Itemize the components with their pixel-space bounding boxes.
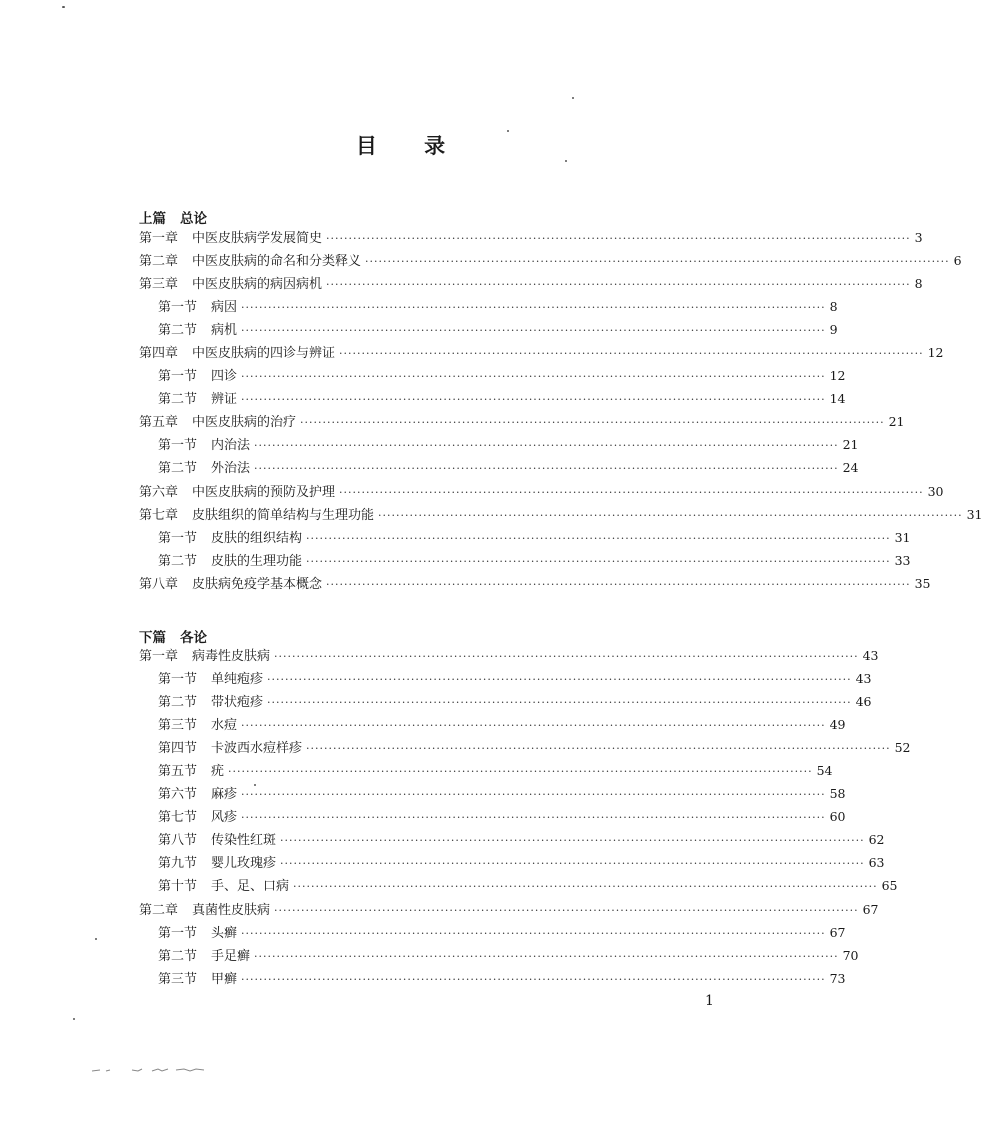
entry-page: 49 (829, 717, 846, 733)
entry-page: 62 (868, 832, 885, 848)
dot-leader: ·································································································································· (274, 903, 859, 917)
entry-title: 中医皮肤病的命名和分类释义 (192, 254, 362, 270)
entry-title: 带状疱疹 (211, 695, 264, 711)
dot-leader: ·································································································································· (241, 393, 826, 407)
toc-entry[interactable] (139, 644, 879, 667)
toc-entry[interactable] (139, 433, 859, 456)
entry-page: 70 (842, 947, 859, 963)
toc-entry[interactable] (139, 944, 859, 967)
entry-page: 31 (966, 506, 983, 522)
entry-title: 疣 (211, 764, 225, 780)
dot-leader: ·································································································································· (306, 554, 891, 568)
scan-speck (507, 130, 509, 132)
entry-title: 皮肤病免疫学基本概念 (192, 576, 323, 592)
dot-leader: ·································································································································· (241, 370, 826, 384)
dot-leader: ·································································································································· (241, 719, 826, 733)
entry-title: 甲癣 (211, 971, 238, 987)
entry-label: 第一节 (158, 925, 198, 941)
part-title: 总论 (180, 211, 207, 227)
dot-leader: ·································································································································· (254, 949, 839, 963)
entry-page: 67 (829, 924, 846, 940)
entry-label: 第二节 (158, 553, 198, 569)
entry-label: 第二节 (158, 948, 198, 964)
entry-label: 第一节 (158, 530, 198, 546)
dot-leader: ·································································································································· (280, 834, 865, 848)
dot-leader: ·································································································································· (267, 673, 852, 687)
entry-title: 病因 (211, 300, 238, 316)
entry-page: 43 (855, 671, 872, 687)
entry-page: 54 (816, 763, 833, 779)
entry-title: 头癣 (211, 925, 238, 941)
entry-title: 传染性红斑 (211, 833, 277, 849)
toc-entry[interactable] (139, 805, 846, 828)
scan-artifact (92, 1066, 222, 1074)
entry-title: 手足癣 (211, 948, 251, 964)
dot-leader: ·································································································································· (280, 857, 865, 871)
entry-label: 第八节 (158, 833, 198, 849)
scan-speck (572, 97, 574, 99)
toc-entry[interactable] (139, 851, 885, 874)
entry-label: 第五节 (158, 764, 198, 780)
entry-page: 67 (862, 901, 879, 917)
entry-page: 46 (855, 694, 872, 710)
dot-leader: ·································································································································· (254, 439, 839, 453)
entry-label: 第七节 (158, 810, 198, 826)
dot-leader: ·································································································································· (274, 650, 859, 663)
entry-title: 风疹 (211, 810, 238, 826)
toc-entry[interactable] (139, 272, 923, 295)
entry-label: 第七章 (139, 507, 179, 523)
toc-entry[interactable] (139, 480, 944, 503)
toc-entry[interactable] (139, 690, 872, 713)
entry-page: 52 (894, 740, 911, 756)
entry-label: 第四章 (139, 346, 179, 362)
entry-label: 第二章 (139, 902, 179, 918)
scan-speck (254, 784, 256, 786)
dot-leader: ·································································································································· (339, 347, 924, 361)
entry-page: 3 (914, 230, 923, 245)
toc-entry[interactable] (139, 249, 962, 272)
toc-lower (139, 644, 911, 990)
entry-title: 中医皮肤病的病因病机 (192, 277, 323, 293)
entry-label: 第二节 (158, 392, 198, 408)
entry-label: 第一节 (158, 300, 198, 316)
dot-leader: ·································································································································· (241, 972, 826, 986)
dot-leader: ·································································································································· (241, 301, 826, 315)
entry-label: 第二章 (139, 254, 179, 270)
entry-label: 第八章 (139, 576, 179, 592)
dot-leader: ·································································································································· (293, 880, 878, 894)
entry-label: 第九节 (158, 856, 198, 872)
entry-title: 婴儿玫瑰疹 (211, 856, 277, 872)
entry-page: 21 (842, 437, 859, 453)
toc-entry[interactable] (139, 874, 898, 897)
toc-entry[interactable] (139, 782, 846, 805)
dot-leader: ·································································································································· (326, 278, 911, 292)
entry-page: 9 (829, 322, 838, 338)
entry-page: 21 (888, 414, 905, 430)
entry-page: 8 (914, 276, 923, 292)
toc-entry[interactable] (139, 364, 846, 387)
entry-title: 病毒性皮肤病 (192, 649, 271, 664)
toc-entry[interactable] (139, 898, 879, 921)
entry-title: 真菌性皮肤病 (192, 902, 271, 918)
toc-entry[interactable] (139, 318, 838, 341)
scan-speck (62, 6, 65, 8)
toc-entry[interactable] (139, 736, 911, 759)
toc-entry[interactable] (139, 410, 905, 433)
entry-page: 14 (829, 391, 846, 407)
entry-page: 35 (914, 575, 931, 591)
toc-entry[interactable] (139, 921, 846, 944)
entry-title: 四诊 (211, 369, 238, 385)
entry-title: 皮肤的组织结构 (211, 530, 303, 546)
entry-title: 手、足、口病 (211, 879, 290, 895)
dot-leader: ·································································································································· (241, 811, 826, 825)
entry-title: 皮肤组织的简单结构与生理功能 (192, 507, 375, 523)
page-title: 目 录 (355, 133, 466, 158)
entry-title: 水痘 (211, 718, 238, 734)
dot-leader: ·································································································································· (306, 742, 891, 756)
dot-leader: ·································································································································· (365, 255, 950, 269)
entry-page: 12 (829, 368, 846, 384)
entry-page: 8 (829, 299, 838, 315)
entry-label: 第三章 (139, 277, 179, 293)
dot-leader: ·································································································································· (300, 416, 885, 430)
entry-title: 辨证 (211, 392, 238, 408)
toc-entry[interactable] (139, 526, 911, 549)
entry-title: 外治法 (211, 461, 251, 477)
toc-entry[interactable] (139, 759, 833, 782)
scan-speck (73, 1018, 75, 1020)
dot-leader: ·································································································································· (326, 232, 911, 245)
entry-label: 第一章 (139, 231, 179, 246)
entry-page: 73 (829, 970, 846, 986)
dot-leader: ·································································································································· (339, 485, 924, 499)
dot-leader: ·································································································································· (241, 788, 826, 802)
entry-page: 58 (829, 786, 846, 802)
part-heading-upper (139, 207, 207, 227)
entry-label: 第六节 (158, 787, 198, 803)
entry-label: 第二节 (158, 323, 198, 339)
part-name: 下篇 (139, 630, 166, 646)
dot-leader: ·································································································································· (267, 696, 852, 710)
toc-entry[interactable] (139, 549, 911, 572)
toc-entry[interactable] (139, 295, 838, 318)
entry-label: 第三节 (158, 718, 198, 734)
entry-page: 30 (927, 483, 944, 499)
toc-entry[interactable] (139, 667, 872, 690)
entry-title: 中医皮肤病的预防及护理 (192, 484, 336, 500)
entry-page: 43 (862, 648, 879, 663)
entry-title: 中医皮肤病学发展简史 (192, 231, 323, 246)
entry-page: 6 (953, 253, 962, 269)
entry-title: 中医皮肤病的四诊与辨证 (192, 346, 336, 362)
entry-page: 63 (868, 855, 885, 871)
entry-title: 皮肤的生理功能 (211, 553, 303, 569)
toc-upper (139, 226, 983, 595)
entry-page: 31 (894, 529, 911, 545)
entry-page: 65 (881, 878, 898, 894)
toc-entry[interactable] (139, 503, 983, 526)
toc-entry[interactable] (139, 387, 846, 410)
toc-entry[interactable] (139, 456, 859, 479)
dot-leader: ·································································································································· (241, 324, 826, 338)
scan-speck (95, 938, 97, 940)
entry-label: 第一节 (158, 369, 198, 385)
entry-title: 单纯疱疹 (211, 672, 264, 688)
part-heading-lower (139, 626, 207, 646)
toc-entry[interactable] (139, 226, 923, 249)
dot-leader: ·································································································································· (254, 462, 839, 476)
toc-entry[interactable] (139, 713, 846, 736)
entry-title: 卡波西水痘样疹 (211, 741, 303, 757)
dot-leader: ·································································································································· (378, 508, 963, 522)
entry-label: 第十节 (158, 879, 198, 895)
toc-entry[interactable] (139, 828, 885, 851)
dot-leader: ·································································································································· (326, 577, 911, 591)
dot-leader: ·································································································································· (306, 531, 891, 545)
toc-entry[interactable] (139, 967, 846, 990)
entry-label: 第二节 (158, 695, 198, 711)
part-name: 上篇 (139, 211, 166, 227)
page-number: 1 (705, 993, 714, 1009)
entry-label: 第三节 (158, 971, 198, 987)
entry-title: 病机 (211, 323, 238, 339)
entry-title: 麻疹 (211, 787, 238, 803)
entry-label: 第五章 (139, 415, 179, 431)
entry-label: 第一章 (139, 649, 179, 664)
entry-label: 第二节 (158, 461, 198, 477)
entry-page: 60 (829, 809, 846, 825)
entry-page: 33 (894, 552, 911, 568)
entry-label: 第一节 (158, 672, 198, 688)
scan-speck (565, 160, 567, 162)
part-title: 各论 (180, 630, 207, 646)
entry-label: 第四节 (158, 741, 198, 757)
toc-entry[interactable] (139, 341, 944, 364)
entry-title: 中医皮肤病的治疗 (192, 415, 297, 431)
entry-label: 第六章 (139, 484, 179, 500)
entry-title: 内治法 (211, 438, 251, 454)
dot-leader: ·································································································································· (241, 926, 826, 940)
entry-page: 24 (842, 460, 859, 476)
entry-label: 第一节 (158, 438, 198, 454)
entry-page: 12 (927, 345, 944, 361)
toc-entry[interactable] (139, 572, 931, 595)
dot-leader: ·································································································································· (228, 765, 813, 779)
